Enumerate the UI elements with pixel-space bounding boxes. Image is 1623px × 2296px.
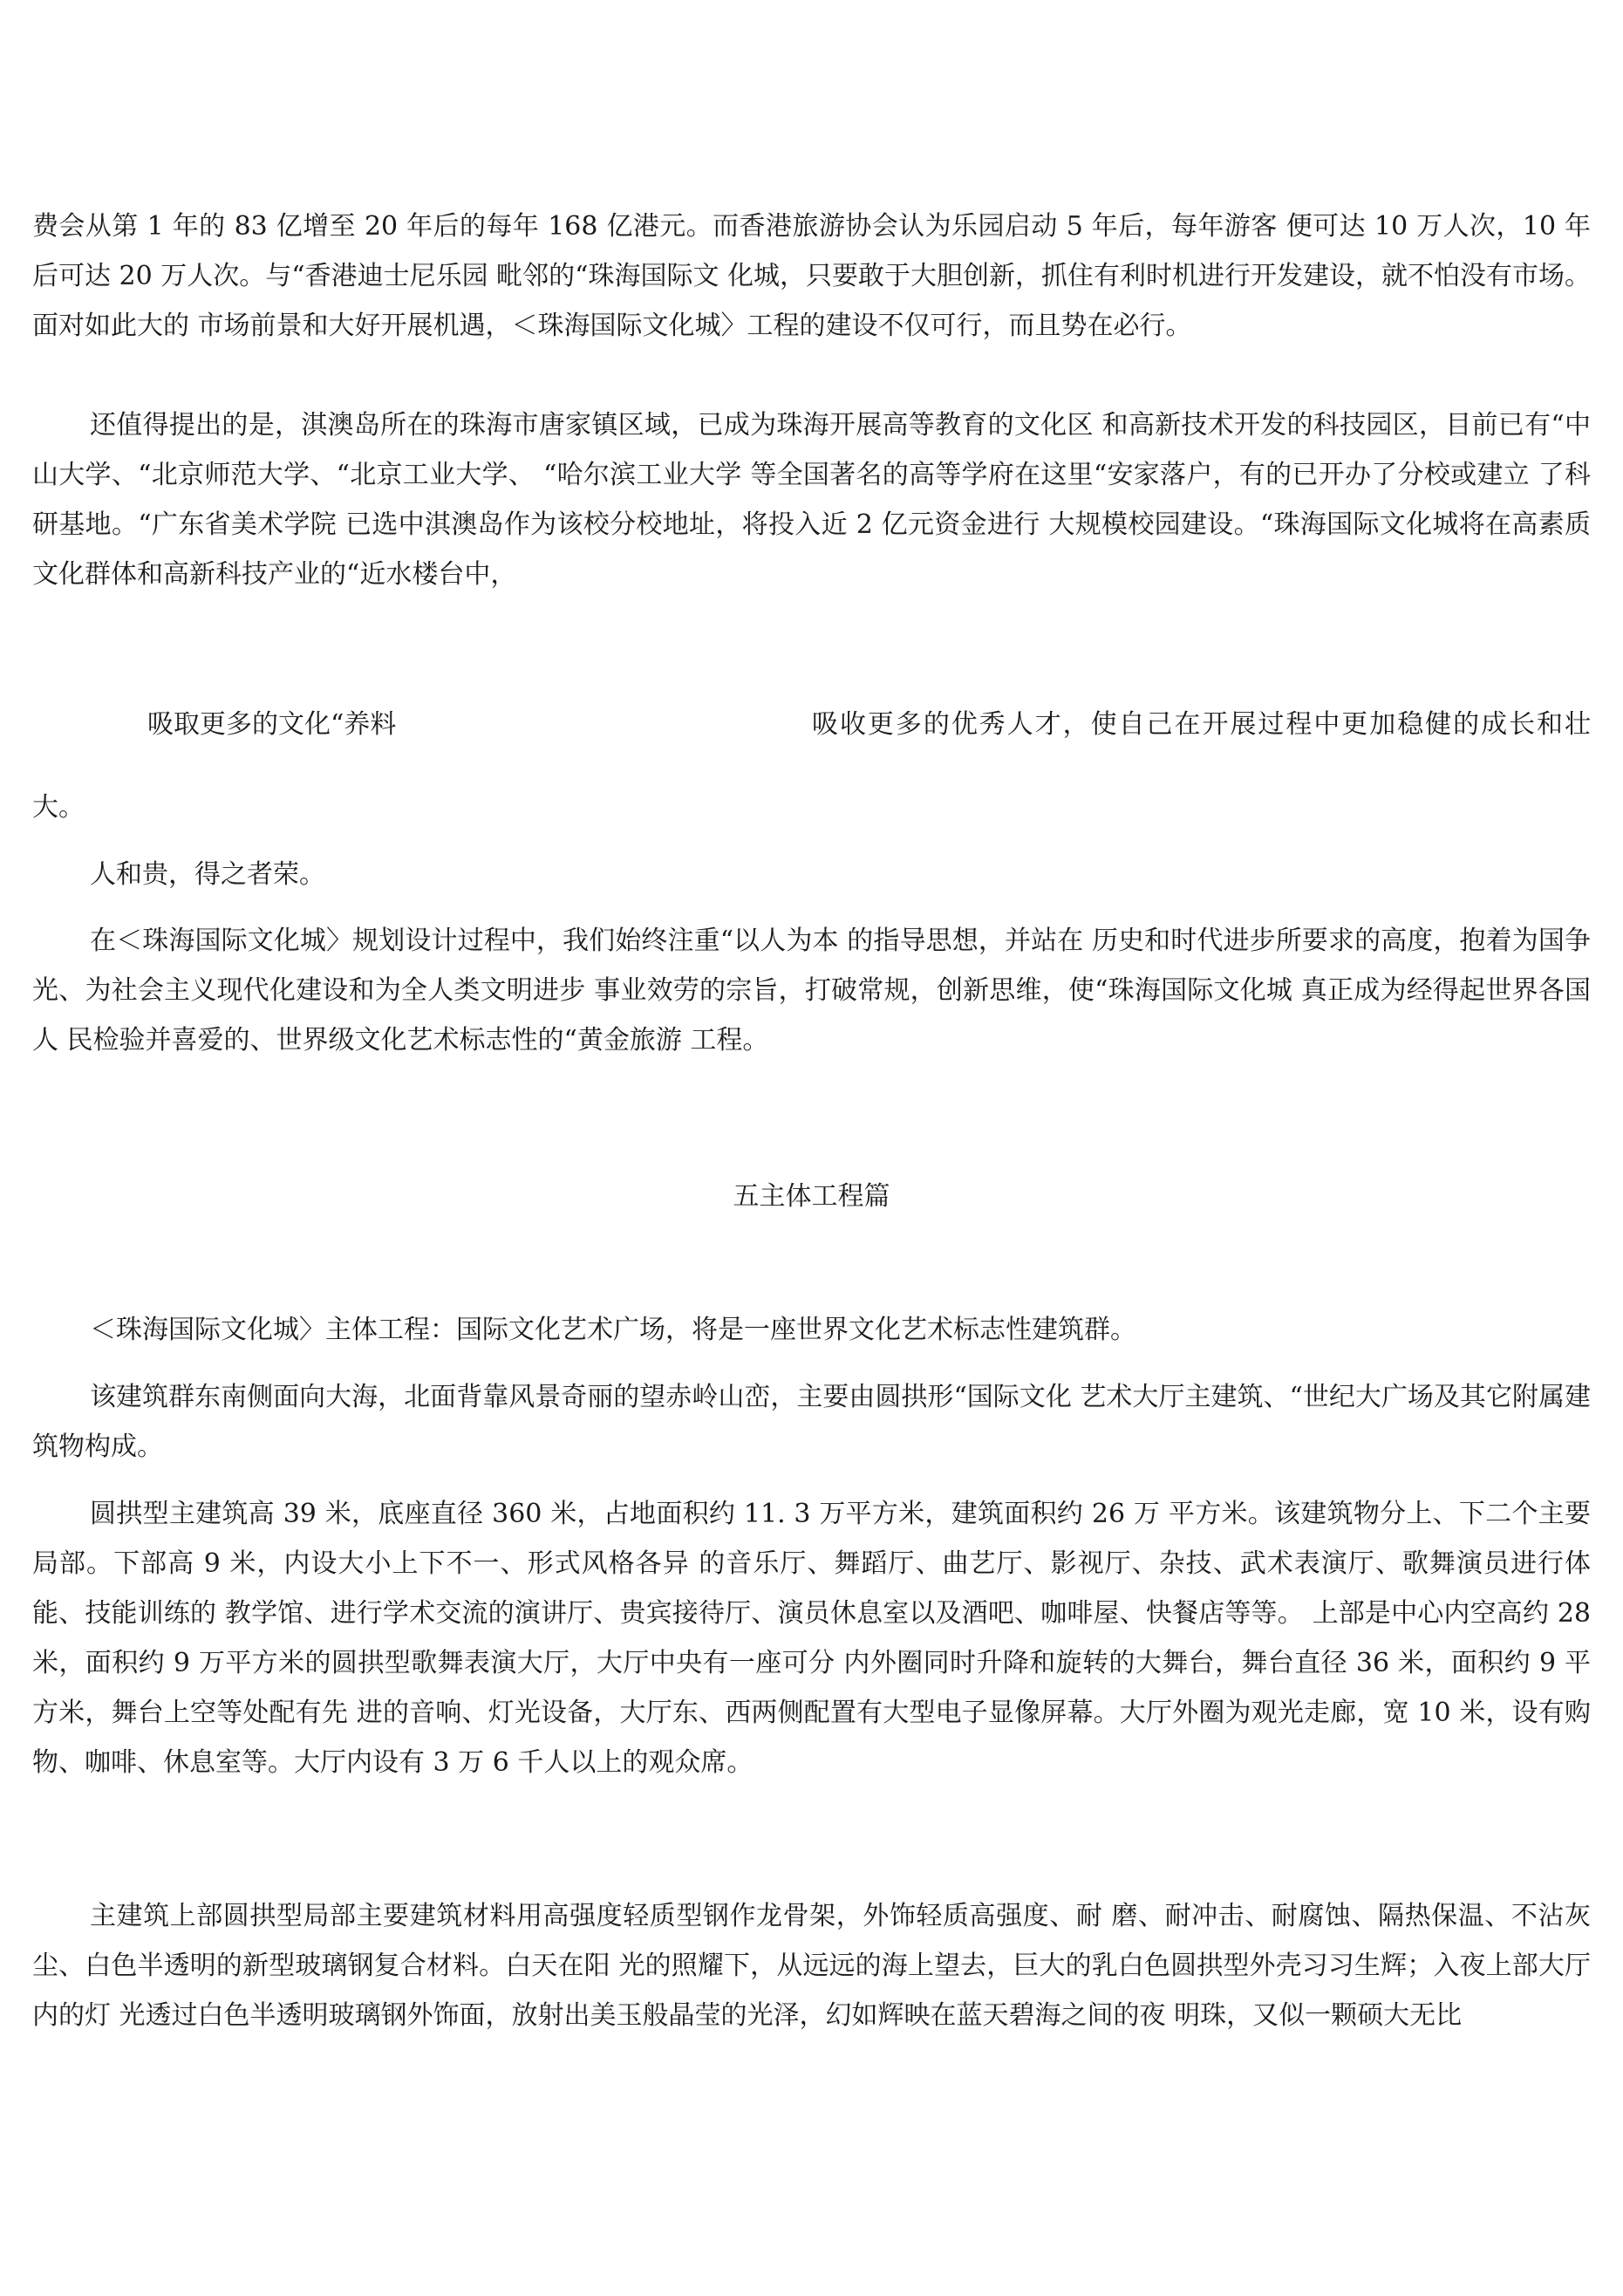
paragraph-building-group: 该建筑群东南侧面向大海，北面背靠风景奇丽的望赤岭山峦，主要由圆拱形“国际文化 艺术大厅主建筑、“世纪大广场及其它附属建筑物构成。: [32, 1382, 1591, 1462]
paragraph-planning: 在＜珠海国际文化城〉规划设计过程中，我们始终注重“以人为本 的指导思想，并站在 历史和时代进步所要求的高度，抱着为国争光、为社会主义现代化建设和为全人类文明进步 事业效劳的宗旨，打破常规，创新思维，使“珠海国际文化城 真正成为经得起世界各国人 民检验并喜爱的、世界级文化艺术标志性的“黄金旅游 工程。: [32, 926, 1591, 1056]
paragraph-materials: 主建筑上部圆拱型局部主要建筑材料用高强度轻质型钢作龙骨架，外饰轻质高强度、耐 磨、耐冲击、耐腐蚀、隔热保温、不沾灰尘、白色半透明的新型玻璃钢复合材料。白天在阳 光的照耀下，从远远的海上望去，巨大的乳白色圆拱型外壳习习生辉；入夜上部大厅内的灯 光透过白色半透明玻璃钢外饰面，放射出美玉般晶莹的光泽，幻如辉映在蓝天碧海之间的夜 明珠，又似一颗硕大无比: [32, 1901, 1591, 2031]
section-heading: 五主体工程篇: [733, 1181, 890, 1212]
split-line-right: 吸收更多的优秀人才，使自己在开展过程中更加稳健的成长和壮: [812, 709, 1591, 740]
document-page: [32, 0, 1591, 2296]
paragraph-tail: 大。: [32, 792, 85, 823]
paragraph-main-building: 圆拱型主建筑高 39 米，底座直径 360 米，占地面积约 11. 3 万平方米，建筑面积约 26 万 平方米。该建筑物分上、下二个主要局部。下部高 9 米，内设大小上下不一、形式风格各异 的音乐厅、舞蹈厅、曲艺厅、影视厅、杂技、武术表演厅、歌舞演员进行体能、技能训练的 教学馆、进行学术交流的演讲厅、贵宾接待厅、演员休息室以及酒吧、咖啡屋、快餐店等等。 上部是中心内空高约 28 米，面积约 9 万平方米的圆拱型歌舞表演大厅，大厅中央有一座可分 内外圈同时升降和旋转的大舞台，舞台直径 36 米，面积约 9 平方米，舞台上空等处配有先 进的音响、灯光设备，大厅东、西两侧配置有大型电子显像屏幕。大厅外圈为观光走廊，宽 10 米，设有购物、咖啡、休息室等。大厅内设有 3 万 6 千人以上的观众席。: [32, 1499, 1591, 1778]
paragraph-education-zone: 还值得提出的是，淇澳岛所在的珠海市唐家镇区域，已成为珠海开展高等教育的文化区 和高新技术开发的科技园区，目前已有“中山大学、“北京师范大学、“北京工业大学、 “哈尔滨工业大学 等全国著名的高等学府在这里“安家落户，有的已开办了分校或建立 了科研基地。“广东省美术学院 已选中淇澳岛作为该校分校地址，将投入近 2 亿元资金进行 大规模校园建设。“珠海国际文化城将在高素质文化群体和高新科技产业的“近水楼台中，: [32, 410, 1591, 590]
split-line: [32, 700, 1591, 749]
paragraph-motto: 人和贵，得之者荣。: [90, 859, 325, 890]
split-line-left: 吸取更多的文化“养料: [147, 709, 397, 740]
paragraph-main-project: ＜珠海国际文化城〉主体工程：国际文化艺术广场，将是一座世界文化艺术标志性建筑群。: [90, 1315, 1136, 1345]
paragraph-market-outlook: 费会从第 1 年的 83 亿增至 20 年后的每年 168 亿港元。而香港旅游协会认为乐园启动 5 年后，每年游客 便可达 10 万人次，10 年后可达 20 万人次。与“香港迪士尼乐园 毗邻的“珠海国际文 化城，只要敢于大胆创新，抓住有利时机进行开发建设，就不怕没有市场。面对如此大的 市场前景和大好开展机遇，＜珠海国际文化城〉工程的建设不仅可行，而且势在必行。: [32, 211, 1591, 341]
